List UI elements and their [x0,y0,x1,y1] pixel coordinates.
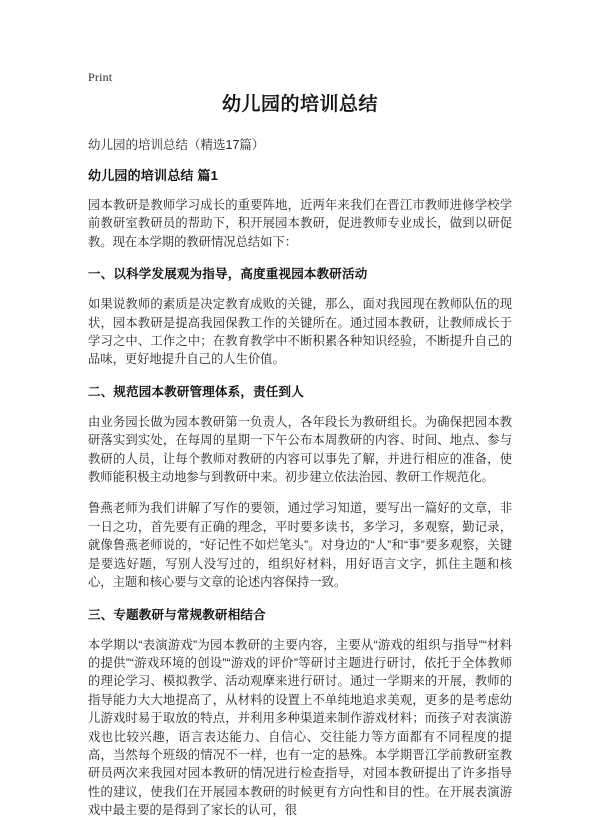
section-heading: 幼儿园的培训总结 篇1 [88,168,219,183]
subsection-heading-two: 二、规范园本教研管理体系，责任到人 [88,384,304,399]
paragraph-one: 如果说教师的素质是决定教育成败的关键，那么，面对我园现在教师队伍的现状，园本教研是提高我园保教工作的关键所在。通过园本教研，让教师成长于学习之中、工作之中；在教育教学中不断积累各种知识经验，不断提升自己的品味，更好地提升自己的人生价值。 [88,297,512,367]
page-title: 幼儿园的培训总结 [221,94,378,115]
document-body [88,92,512,820]
subsection-heading-one: 一、以科学发展观为指导，高度重视园本教研活动 [88,267,368,282]
paragraph-three: 鲁燕老师为我们讲解了写作的要领，通过学习知道，要写出一篇好的文章，非一日之功，首先要有正确的理念，平时要多读书，多学习，多观察，勤记录，就像鲁燕老师说的，“好记性不如烂笔头”。对身边的“人”和“事”要多观察，关键是要选好题，写别人没写过的，组织好材料，用好语言文字，抓住主题和核心，主题和核心要与文章的论述内容保持一致。 [88,501,512,590]
subsection-heading-three: 三、专题教研与常规教研相结合 [88,607,266,622]
document-subtitle: 幼儿园的培训总结（精选17篇） [88,138,265,152]
print-button[interactable]: Print [88,70,113,84]
paragraph-intro: 园本教研是教师学习成长的重要阵地，近两年来我们在晋江市教师进修学校学前教研室教研员的帮助下，积开展园本教研，促进教师专业成长，做到以研促教。现在本学期的教研情况总结如下： [88,198,512,249]
paragraph-four: 本学期以“表演游戏”为园本教研的主要内容，主要从“游戏的组织与指导”“材料的提供”“游戏环境的创设”“游戏的评价”等研讨主题进行研讨，依托于全体教师的理论学习、模拟教学、活动观摩来进行研讨。通过一学期来的开展，教师的指导能力大大地提高了，从材料的设置上不单纯地追求美观，更多的是考虑幼儿游戏时易于取放的特点，并利用多种渠道来制作游戏材料；而孩子对表演游戏也比较兴趣，语言表达能力、自信心、交往能力等方面都有不同程度的提高，当然每个班级的情况不一样，也有一定的悬殊。本学期晋江学前教研室教研员两次来我园对园本教研的情况进行检查指导，对园本教研提出了许多指导性的建议，使我们在开展园本教研的时候更有方向性和目的性。在开展表演游戏中最主要的是得到了家长的认可，很 [88,637,512,818]
paragraph-two: 由业务园长做为园本教研第一负责人，各年段长为教研组长。为确保把园本教研落实到实处，在每周的星期一下午公布本周教研的内容、时间、地点、参与教研的人员，让每个教师对教研的内容可以事先了解，并进行相应的准备，使教师能积极主动地参与到教研中来。初步建立依法治园、教研工作规范化。 [88,414,512,485]
